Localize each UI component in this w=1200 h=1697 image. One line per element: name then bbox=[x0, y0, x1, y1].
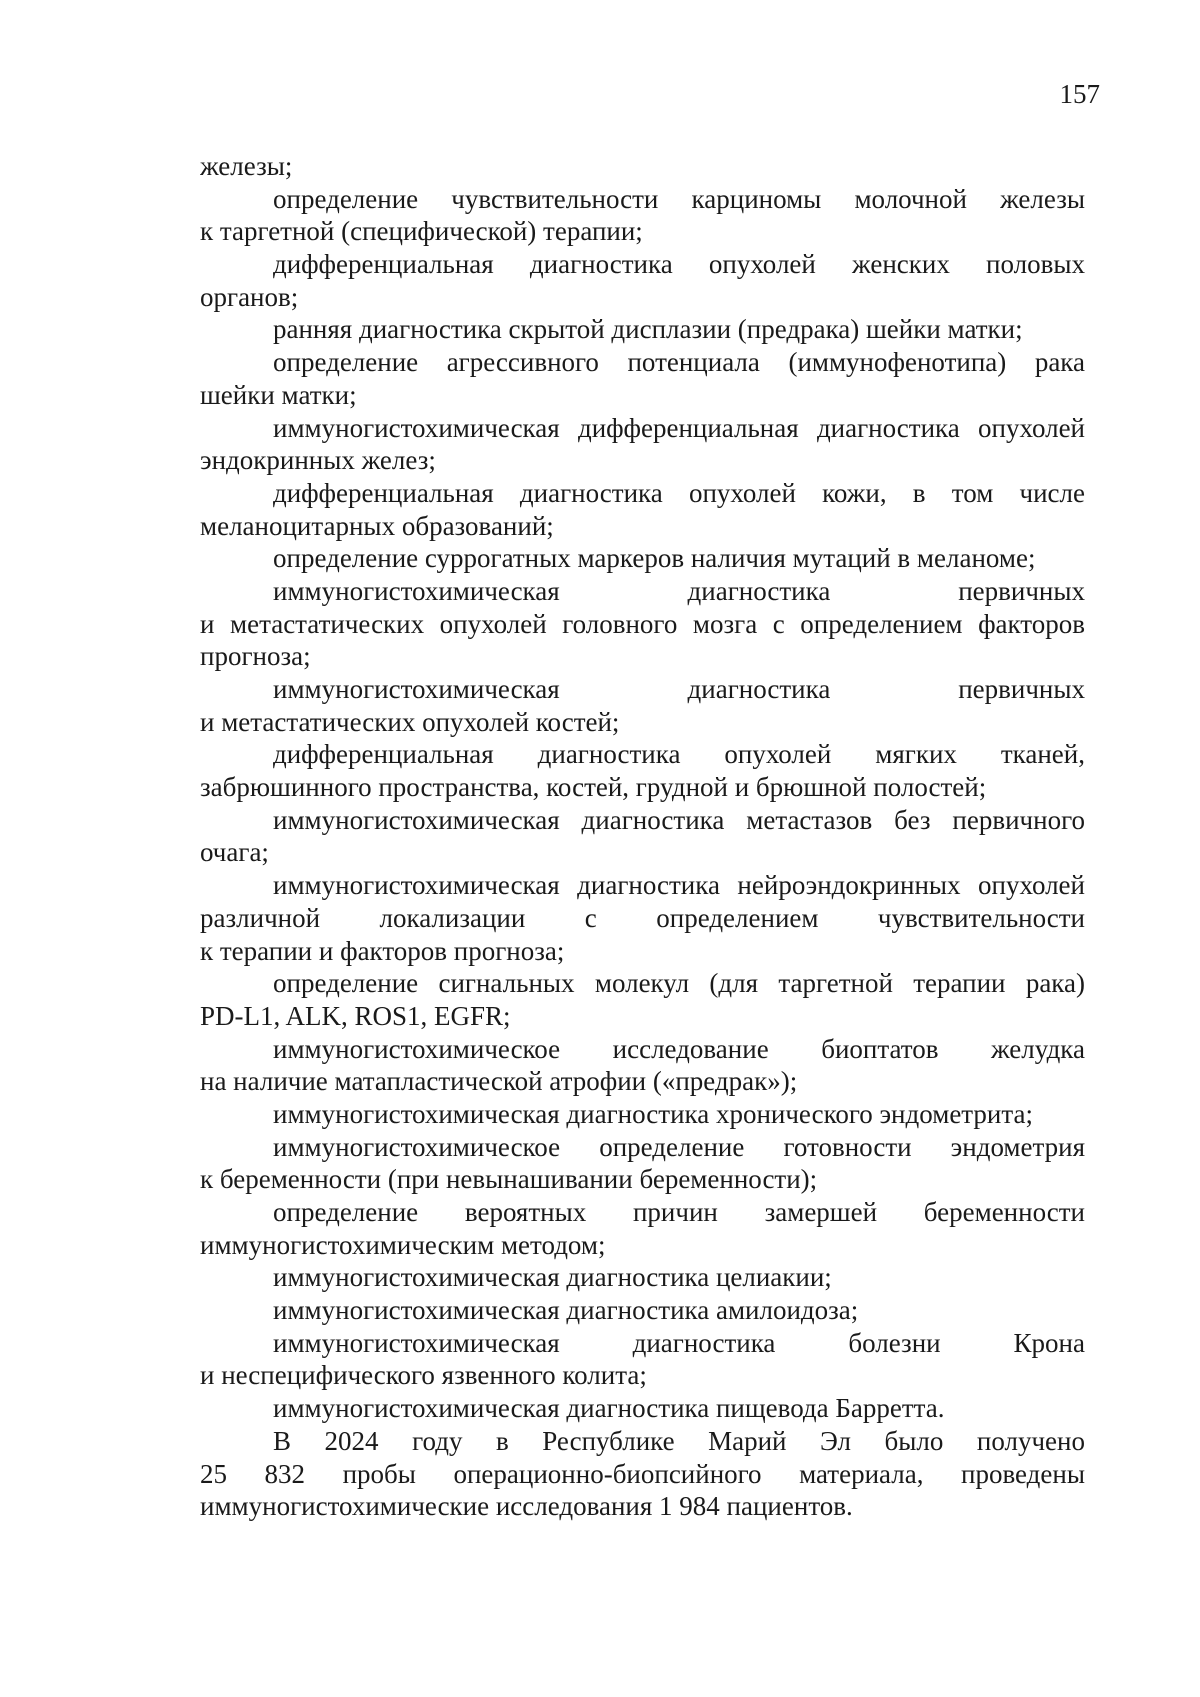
text-line: органов; bbox=[200, 281, 299, 312]
text-line: иммуногистохимическим методом; bbox=[200, 1229, 606, 1260]
text-line: иммуногистохимическая диагностика амилоидоза; bbox=[273, 1295, 859, 1326]
text-line: железы; bbox=[200, 151, 293, 181]
text-line: иммуногистохимическая диагностика нейроэндокринных опухолей bbox=[273, 870, 1085, 901]
text-line: забрюшинного пространства, костей, грудной и брюшной полостей; bbox=[200, 772, 987, 803]
text-line: иммуногистохимическая диагностика пищевода Барретта. bbox=[273, 1393, 945, 1424]
text-line: определение сигнальных молекул (для таргетной терапии рака) bbox=[273, 968, 1085, 999]
text-line: иммуногистохимическое определение готовности эндометрия bbox=[273, 1131, 1085, 1162]
text-line: иммуногистохимическая диагностика хронического эндометрита; bbox=[273, 1098, 1033, 1129]
text-line: очага; bbox=[200, 837, 269, 868]
page-number: 157 bbox=[1059, 79, 1100, 109]
text-line: В 2024 году в Республике Марий Эл было получено bbox=[273, 1425, 1085, 1456]
text-line: определение суррогатных маркеров наличия мутаций в меланоме; bbox=[273, 543, 1036, 574]
text-line: иммуногистохимическая диагностика первичных bbox=[273, 575, 1085, 606]
text-line: и метастатических опухолей костей; bbox=[200, 706, 620, 737]
text-line: ранняя диагностика скрытой дисплазии (предрака) шейки матки; bbox=[273, 314, 1023, 345]
text-line: иммуногистохимическая дифференциальная диагностика опухолей bbox=[273, 412, 1085, 443]
text-line: определение агрессивного потенциала (иммунофенотипа) рака bbox=[273, 347, 1085, 378]
text-line: иммуногистохимическое исследование биоптатов желудка bbox=[273, 1033, 1085, 1064]
text-line: прогноза; bbox=[200, 641, 311, 672]
text-line: иммуногистохимическая диагностика первичных bbox=[273, 674, 1085, 704]
text-line: к таргетной (специфической) терапии; bbox=[200, 216, 643, 247]
body-text bbox=[200, 150, 1085, 1523]
text-line: дифференциальная диагностика опухолей мягких тканей, bbox=[273, 739, 1085, 770]
text-line: эндокринных желез; bbox=[200, 445, 436, 476]
text-line: к терапии и факторов прогноза; bbox=[200, 935, 565, 966]
text-line: на наличие матапластической атрофии («предрак»); bbox=[200, 1066, 798, 1097]
text-line: различной локализации с определением чувствительности bbox=[200, 902, 1085, 933]
text-line: иммуногистохимическая диагностика болезни Крона bbox=[273, 1327, 1085, 1358]
text-line: иммуногистохимические исследования 1 984 пациентов. bbox=[200, 1491, 853, 1522]
text-line: 25 832 пробы операционно-биопсийного материала, проведены bbox=[200, 1458, 1085, 1489]
text-line: шейки матки; bbox=[200, 379, 357, 410]
text-line: иммуногистохимическая диагностика целиакии; bbox=[273, 1262, 832, 1293]
text-line: и метастатических опухолей головного мозга с определением факторов bbox=[200, 608, 1085, 639]
text-line: меланоцитарных образований; bbox=[200, 510, 554, 541]
text-line: и неспецифического язвенного колита; bbox=[200, 1360, 647, 1391]
text-line: к беременности (при невынашивании беременности); bbox=[200, 1164, 818, 1195]
text-line: дифференциальная диагностика опухолей женских половых bbox=[273, 249, 1085, 280]
text-line: дифференциальная диагностика опухолей кожи, в том числе bbox=[273, 477, 1085, 508]
text-line: определение вероятных причин замершей беременности bbox=[273, 1197, 1085, 1227]
text-line: определение чувствительности карциномы молочной железы bbox=[273, 183, 1085, 214]
text-line: иммуногистохимическая диагностика метастазов без первичного bbox=[273, 804, 1085, 835]
text-line: PD-L1, ALK, ROS1, EGFR; bbox=[200, 1000, 511, 1031]
